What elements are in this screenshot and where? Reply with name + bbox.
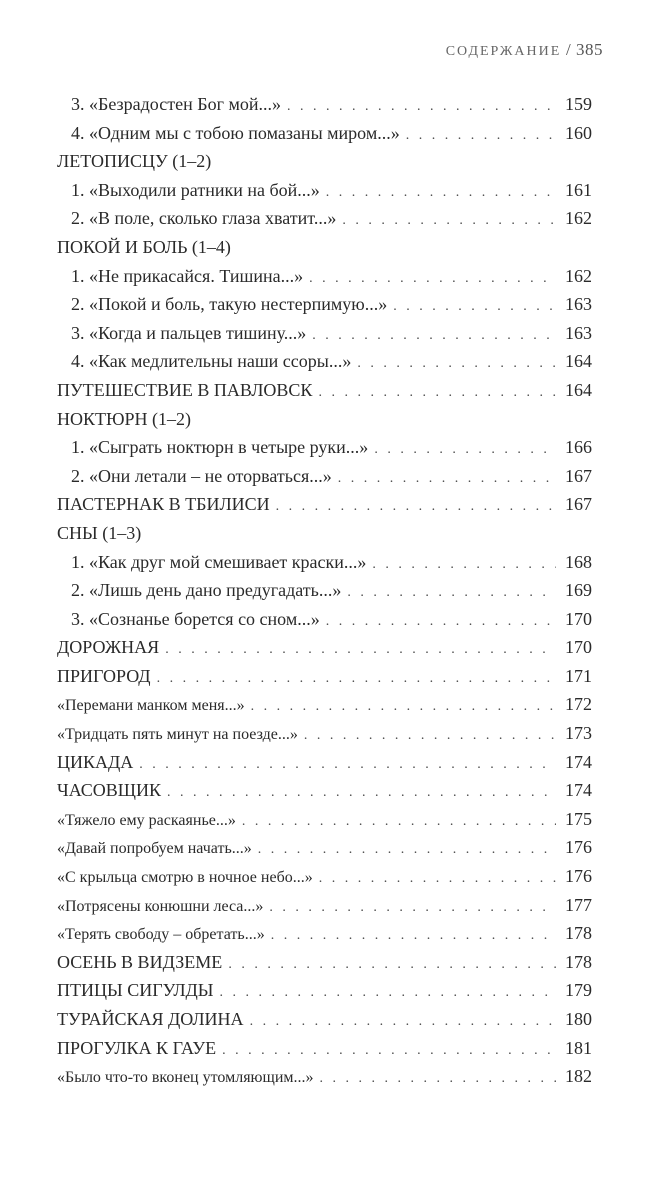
toc-entry-title: ПРИГОРОД [57, 665, 151, 686]
toc-entry-title: 2. «Лишь день дано предугадать...» [71, 580, 342, 601]
toc-entry-title: ЦИКАДА [57, 751, 134, 772]
toc-entry-title: ДОРОЖНАЯ [57, 637, 160, 658]
toc-entry-title: «С крыльца смотрю в ночное небо...» [57, 869, 313, 887]
toc-section-heading[interactable] [57, 233, 592, 262]
toc-entry[interactable] [57, 290, 592, 319]
toc-page-number: 162 [565, 265, 592, 286]
table-of-contents [57, 90, 592, 1091]
header-separator: / [561, 40, 576, 59]
toc-page-number: 176 [565, 866, 592, 887]
toc-page-number: 159 [565, 94, 592, 114]
dot-leader [319, 865, 556, 894]
toc-page-number: 170 [565, 608, 592, 629]
toc-entry[interactable] [57, 805, 592, 834]
toc-page-number: 164 [565, 379, 592, 400]
toc-entry-title: СНЫ (1–3) [57, 522, 142, 543]
toc-page-number: 179 [565, 980, 592, 1001]
toc-entry[interactable] [57, 690, 592, 719]
dot-leader [276, 493, 556, 522]
toc-entry-title: «Было что-то вконец утомляющим...» [57, 1069, 314, 1087]
toc-entry-title: «Терять свободу – обретать...» [57, 926, 265, 944]
toc-entry[interactable] [57, 1034, 592, 1063]
toc-entry[interactable] [57, 548, 592, 577]
dot-leader [374, 436, 556, 465]
toc-page-number: 160 [565, 122, 592, 143]
dot-leader [312, 322, 556, 351]
dot-leader [220, 979, 557, 1008]
toc-page-number: 174 [565, 780, 592, 801]
toc-entry-title: «Давай попробуем начать...» [57, 840, 252, 858]
toc-section-heading[interactable] [57, 519, 592, 548]
toc-entry-title: «Тяжело ему раскаянье...» [57, 811, 236, 829]
toc-entry[interactable] [57, 633, 592, 662]
toc-page-number: 178 [565, 923, 592, 944]
dot-leader [318, 379, 556, 408]
toc-entry[interactable] [57, 576, 592, 605]
toc-page-number: 164 [565, 351, 592, 372]
dot-leader [304, 722, 556, 751]
toc-entry[interactable] [57, 919, 592, 948]
running-header [446, 40, 603, 60]
toc-entry-title: ТУРАЙСКАЯ ДОЛИНА [57, 1009, 244, 1029]
toc-section-heading[interactable] [57, 405, 592, 434]
toc-page-number: 174 [565, 751, 592, 772]
toc-section-heading[interactable] [57, 147, 592, 176]
dot-leader [342, 207, 556, 236]
toc-page-number: 176 [565, 837, 592, 858]
toc-entry-title: ПРОГУЛКА К ГАУЕ [57, 1037, 217, 1058]
toc-entry[interactable] [57, 862, 592, 891]
toc-entry[interactable] [57, 662, 592, 691]
toc-entry-title: 1. «Не прикасайся. Тишина...» [71, 265, 304, 286]
toc-entry-title: 1. «Выходили ратники на бой...» [71, 179, 320, 200]
toc-entry[interactable] [57, 347, 592, 376]
toc-entry[interactable] [57, 204, 592, 233]
toc-entry-title: 3. «Безрадостен Бог мой...» [71, 94, 281, 114]
toc-page-number: 180 [565, 1009, 592, 1029]
toc-entry[interactable] [57, 1005, 592, 1034]
toc-page-number: 171 [565, 665, 592, 686]
toc-entry[interactable] [57, 948, 592, 977]
dot-leader [338, 465, 556, 494]
dot-leader [167, 779, 556, 808]
dot-leader [406, 122, 556, 151]
dot-leader [139, 751, 556, 780]
dot-leader [372, 551, 556, 580]
toc-entry[interactable] [57, 1062, 592, 1091]
toc-entry[interactable] [57, 891, 592, 920]
dot-leader [228, 951, 556, 980]
toc-entry-title: 3. «Когда и пальцев тишину...» [71, 322, 307, 343]
toc-entry[interactable] [57, 833, 592, 862]
toc-entry[interactable] [57, 433, 592, 462]
toc-page-number: 166 [565, 437, 592, 458]
dot-leader [393, 293, 556, 322]
toc-entry[interactable] [57, 976, 592, 1005]
toc-page-number: 175 [565, 808, 592, 829]
dot-leader [287, 93, 556, 122]
toc-entry[interactable] [57, 176, 592, 205]
dot-leader [357, 350, 556, 379]
toc-page-number: 167 [565, 494, 592, 515]
toc-entry-title: 1. «Как друг мой смешивает краски...» [71, 551, 367, 572]
dot-leader [258, 836, 556, 865]
header-page-number: 385 [576, 40, 603, 59]
toc-page-number: 170 [565, 637, 592, 658]
toc-entry[interactable] [57, 376, 592, 405]
toc-entry-title: ПУТЕШЕСТВИЕ В ПАВЛОВСК [57, 379, 313, 400]
toc-page-number: 167 [565, 465, 592, 486]
toc-entry[interactable] [57, 119, 592, 148]
toc-entry-title: ПОКОЙ И БОЛЬ (1–4) [57, 236, 231, 257]
toc-entry-title: «Потрясены конюшни леса...» [57, 897, 264, 915]
toc-entry[interactable] [57, 462, 592, 491]
toc-entry-title: «Перемани манком меня...» [57, 697, 245, 715]
toc-entry-title: 2. «Покой и боль, такую нестерпимую...» [71, 294, 388, 315]
toc-entry[interactable] [57, 90, 592, 119]
toc-page-number: 181 [565, 1037, 592, 1058]
toc-entry[interactable] [57, 262, 592, 291]
toc-page-number: 178 [565, 951, 592, 972]
dot-leader [242, 808, 556, 837]
toc-entry-title: 2. «В поле, сколько глаза хватит...» [71, 208, 337, 229]
toc-entry-title: 4. «Как медлительны наши ссоры...» [71, 351, 352, 372]
toc-entry[interactable] [57, 748, 592, 777]
toc-page-number: 169 [565, 580, 592, 601]
dot-leader [157, 665, 556, 694]
toc-entry[interactable] [57, 719, 592, 748]
toc-entry-title: ПТИЦЫ СИГУЛДЫ [57, 980, 214, 1001]
toc-entry-title: 2. «Они летали – не оторваться...» [71, 465, 332, 486]
toc-page-number: 162 [565, 208, 592, 229]
toc-entry[interactable] [57, 605, 592, 634]
toc-entry[interactable] [57, 776, 592, 805]
toc-entry-title: ЛЕТОПИСЦУ (1–2) [57, 151, 212, 172]
toc-entry-title: 1. «Сыграть ноктюрн в четыре руки...» [71, 437, 369, 458]
dot-leader [250, 1008, 556, 1037]
toc-entry-title: «Тридцать пять минут на поезде...» [57, 726, 298, 744]
toc-page-number: 182 [565, 1066, 592, 1087]
toc-page-number: 163 [565, 322, 592, 343]
dot-leader [309, 265, 556, 294]
toc-entry[interactable] [57, 319, 592, 348]
toc-page-number: 172 [565, 694, 592, 715]
dot-leader [347, 579, 556, 608]
dot-leader [326, 179, 556, 208]
toc-page-number: 173 [565, 723, 592, 744]
dot-leader [269, 894, 556, 923]
toc-entry-title: ПАСТЕРНАК В ТБИЛИСИ [57, 494, 270, 515]
dot-leader [165, 636, 556, 665]
toc-entry[interactable] [57, 490, 592, 519]
dot-leader [326, 608, 556, 637]
dot-leader [271, 922, 556, 951]
section-title: СОДЕРЖАНИЕ [445, 44, 562, 59]
dot-leader [320, 1065, 556, 1094]
toc-page-number: 177 [565, 894, 592, 915]
toc-entry-title: 3. «Сознанье борется со сном...» [71, 608, 320, 629]
toc-entry-title: 4. «Одним мы с тобою помазаны миром...» [71, 122, 400, 143]
toc-entry-title: ЧАСОВЩИК [57, 780, 161, 801]
toc-entry-title: ОСЕНЬ В ВИДЗЕМЕ [57, 951, 223, 972]
toc-page-number: 168 [565, 551, 592, 572]
toc-page-number: 161 [565, 179, 592, 200]
toc-page-number: 163 [565, 294, 592, 315]
toc-entry-title: НОКТЮРН (1–2) [57, 408, 191, 429]
dot-leader [251, 693, 556, 722]
dot-leader [222, 1037, 556, 1066]
